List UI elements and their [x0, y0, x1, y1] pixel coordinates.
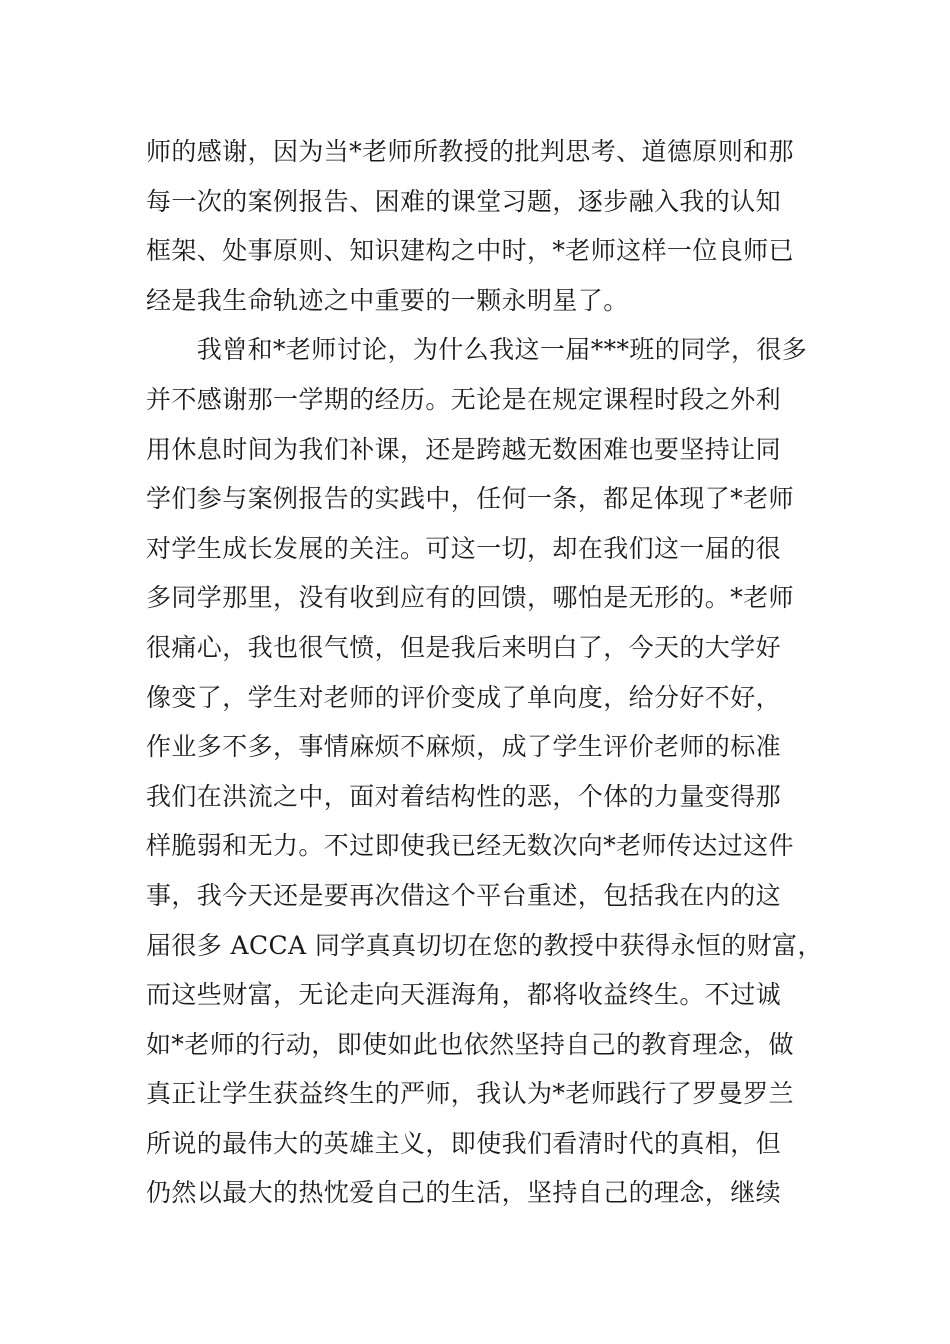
text-line: 每一次的案例报告、困难的课堂习题，逐步融入我的认知: [146, 186, 782, 216]
text-line: 对学生成长发展的关注。可这一切，却在我们这一届的很: [146, 533, 782, 563]
text-line: 多同学那里，没有收到应有的回馈，哪怕是无形的。*老师: [146, 583, 794, 613]
text-line: 框架、处事原则、知识建构之中时，*老师这样一位良师已: [146, 236, 794, 266]
text-line: 我曾和*老师讨论，为什么我这一届***班的同学，很多: [146, 335, 808, 365]
text-line: 像变了，学生对老师的评价变成了单向度，给分好不好，: [146, 682, 782, 712]
text-line: 届很多 ACCA 同学真真切切在您的教授中获得永恒的财富，: [146, 930, 823, 960]
text-line: 如*老师的行动，即使如此也依然坚持自己的教育理念，做: [146, 1029, 794, 1059]
body-text: [146, 127, 826, 1218]
text-line: 师的感谢，因为当*老师所教授的批判思考、道德原则和那: [146, 137, 794, 166]
text-line: 学们参与案例报告的实践中，任何一条，都足体现了*老师: [146, 484, 794, 514]
text-line: 用休息时间为我们补课，还是跨越无数困难也要坚持让同: [146, 434, 782, 464]
text-line: 样脆弱和无力。不过即使我已经无数次向*老师传达过这件: [146, 831, 794, 861]
text-line: 经是我生命轨迹之中重要的一颗永明星了。: [146, 285, 629, 315]
text-line: 所说的最伟大的英雄主义，即使我们看清时代的真相，但: [146, 1128, 782, 1158]
text-line: 并不感谢那一学期的经历。无论是在规定课程时段之外利: [146, 384, 782, 414]
text-line: 事，我今天还是要再次借这个平台重述，包括我在内的这: [146, 880, 782, 910]
text-line: 作业多不多，事情麻烦不麻烦，成了学生评价老师的标准: [146, 732, 782, 762]
text-line: 很痛心，我也很气愤，但是我后来明白了，今天的大学好: [146, 632, 782, 662]
text-line: 仍然以最大的热忱爱自己的生活，坚持自己的理念，继续: [146, 1178, 782, 1208]
text-line: 我们在洪流之中，面对着结构性的恶，个体的力量变得那: [146, 781, 782, 811]
text-line: 而这些财富，无论走向天涯海角，都将收益终生。不过诚: [146, 980, 782, 1010]
text-line: 真正让学生获益终生的严师，我认为*老师践行了罗曼罗兰: [146, 1079, 794, 1109]
